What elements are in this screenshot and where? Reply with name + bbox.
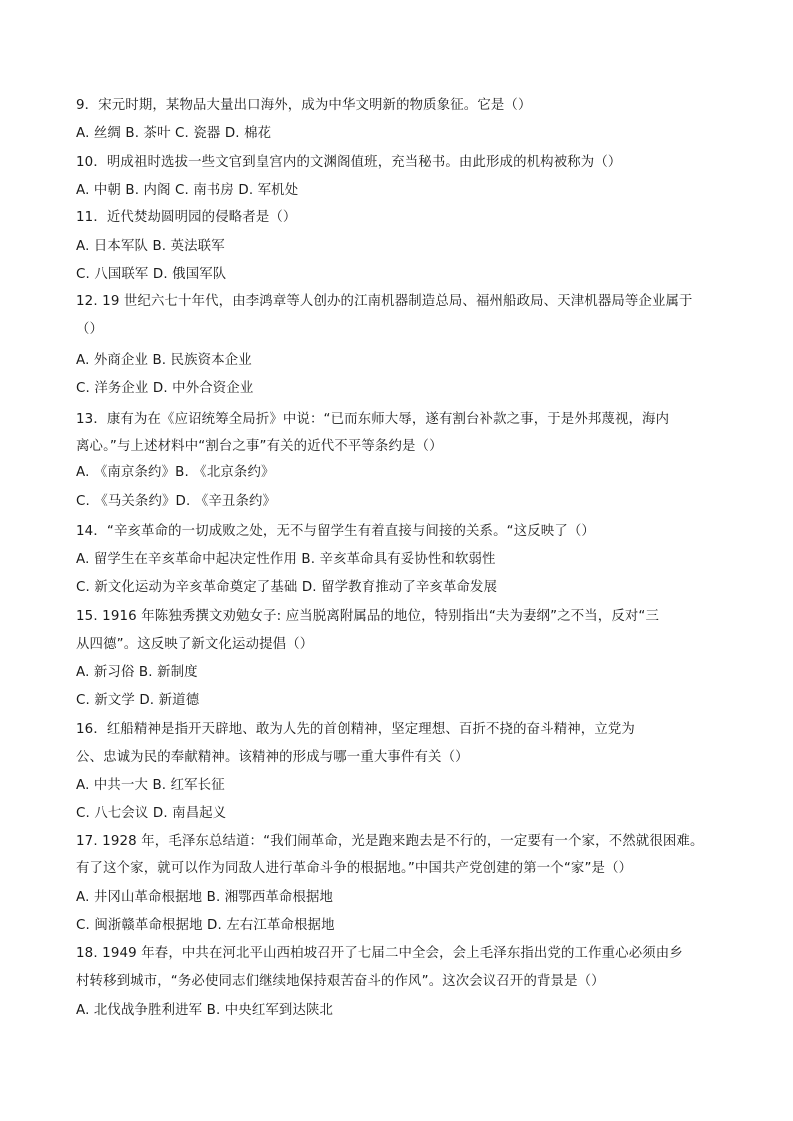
question-10-options: A. 中朝 B. 内阁 C. 南书房 D. 军机处 (76, 183, 299, 198)
question-18-options-ab: A. 北伐战争胜利进军 B. 中央红军到达陕北 (76, 1003, 334, 1018)
question-17-stem-cont: 有了这个家，就可以作为同敌人进行革命斗争的根据地。”中国共产党创建的第一个“家”是（） (76, 861, 633, 876)
question-16-options-ab: A. 中共一大 B. 红军长征 (76, 778, 225, 793)
question-9-options: A. 丝绸 B. 茶叶 C. 瓷器 D. 棉花 (76, 126, 272, 141)
question-16-options-cd: C. 八七会议 D. 南昌起义 (76, 806, 227, 821)
question-11-options-cd: C. 八国联军 D. 俄国军队 (76, 267, 227, 282)
question-11-options-ab: A. 日本军队 B. 英法联军 (76, 239, 225, 254)
question-13-options-ab: A. 《南京条约》B. 《北京条约》 (76, 465, 275, 480)
question-14-options-ab: A. 留学生在辛亥革命中起决定性作用 B. 辛亥革命具有妥协性和软弱性 (76, 552, 496, 567)
question-18-stem: 18. 1949 年春，中共在河北平山西柏坡召开了七届二中全会，会上毛泽东指出党的工作重心必须由乡 (76, 946, 683, 961)
question-17-options-ab: A. 井冈山革命根据地 B. 湘鄂西革命根据地 (76, 890, 334, 905)
question-12-stem: 12. 19 世纪六七十年代，由李鸿章等人创办的江南机器制造总局、福州船政局、天津机器局等企业属于 (76, 294, 693, 309)
question-13-stem: 13．康有为在《应诏统筹全局折》中说：“已而东师大辱，遂有割台补款之事，于是外邦蔑视，海内 (76, 412, 670, 427)
question-10-stem: 10．明成祖时选拔一些文官到皇宫内的文渊阁值班，充当秘书。由此形成的机构被称为（） (76, 155, 622, 170)
question-9-stem: 9．宋元时期，某物品大量出口海外，成为中华文明新的物质象征。它是（） (76, 98, 532, 113)
question-16-stem-cont: 公、忠诚为民的奉献精神。该精神的形成与哪一重大事件有关（） (76, 750, 469, 765)
question-15-options-cd: C. 新文学 D. 新道德 (76, 693, 200, 708)
question-11-stem: 11．近代焚劫圆明园的侵略者是（） (76, 210, 297, 225)
question-15-stem-cont: 从四德”。这反映了新文化运动提倡（） (76, 637, 314, 652)
question-17-stem: 17. 1928 年，毛泽东总结道：“我们闹革命，光是跑来跑去是不行的，一定要有一个家，不然就很困难。 (76, 834, 704, 849)
question-14-options-cd: C. 新文化运动为辛亥革命奠定了基础 D. 留学教育推动了辛亥革命发展 (76, 580, 498, 595)
question-12-stem-cont: （） (76, 322, 104, 337)
question-18-stem-cont: 村转移到城市，“务必使同志们继续地保持艰苦奋斗的作风”。这次会议召开的背景是（） (76, 974, 605, 989)
question-12-options-cd: C. 洋务企业 D. 中外合资企业 (76, 381, 254, 396)
question-15-options-ab: A. 新习俗 B. 新制度 (76, 665, 198, 680)
question-14-stem: 14．“辛亥革命的一切成败之处，无不与留学生有着直接与间接的关系。“这反映了（） (76, 524, 595, 539)
question-13-stem-cont: 离心。”与上述材料中“割台之事”有关的近代不平等条约是（） (76, 439, 443, 454)
question-15-stem: 15. 1916 年陈独秀撰文劝勉女子: 应当脱离附属品的地位，特别指出“夫为妻纲”之不当，反对“三 (76, 609, 660, 624)
question-17-options-cd: C. 闽浙赣革命根据地 D. 左右江革命根据地 (76, 918, 335, 933)
question-12-options-ab: A. 外商企业 B. 民族资本企业 (76, 353, 252, 368)
question-16-stem: 16．红船精神是指开天辟地、敢为人先的首创精神，坚定理想、百折不挠的奋斗精神，立党为 (76, 722, 635, 737)
question-13-options-cd: C. 《马关条约》D. 《辛丑条约》 (76, 494, 277, 509)
